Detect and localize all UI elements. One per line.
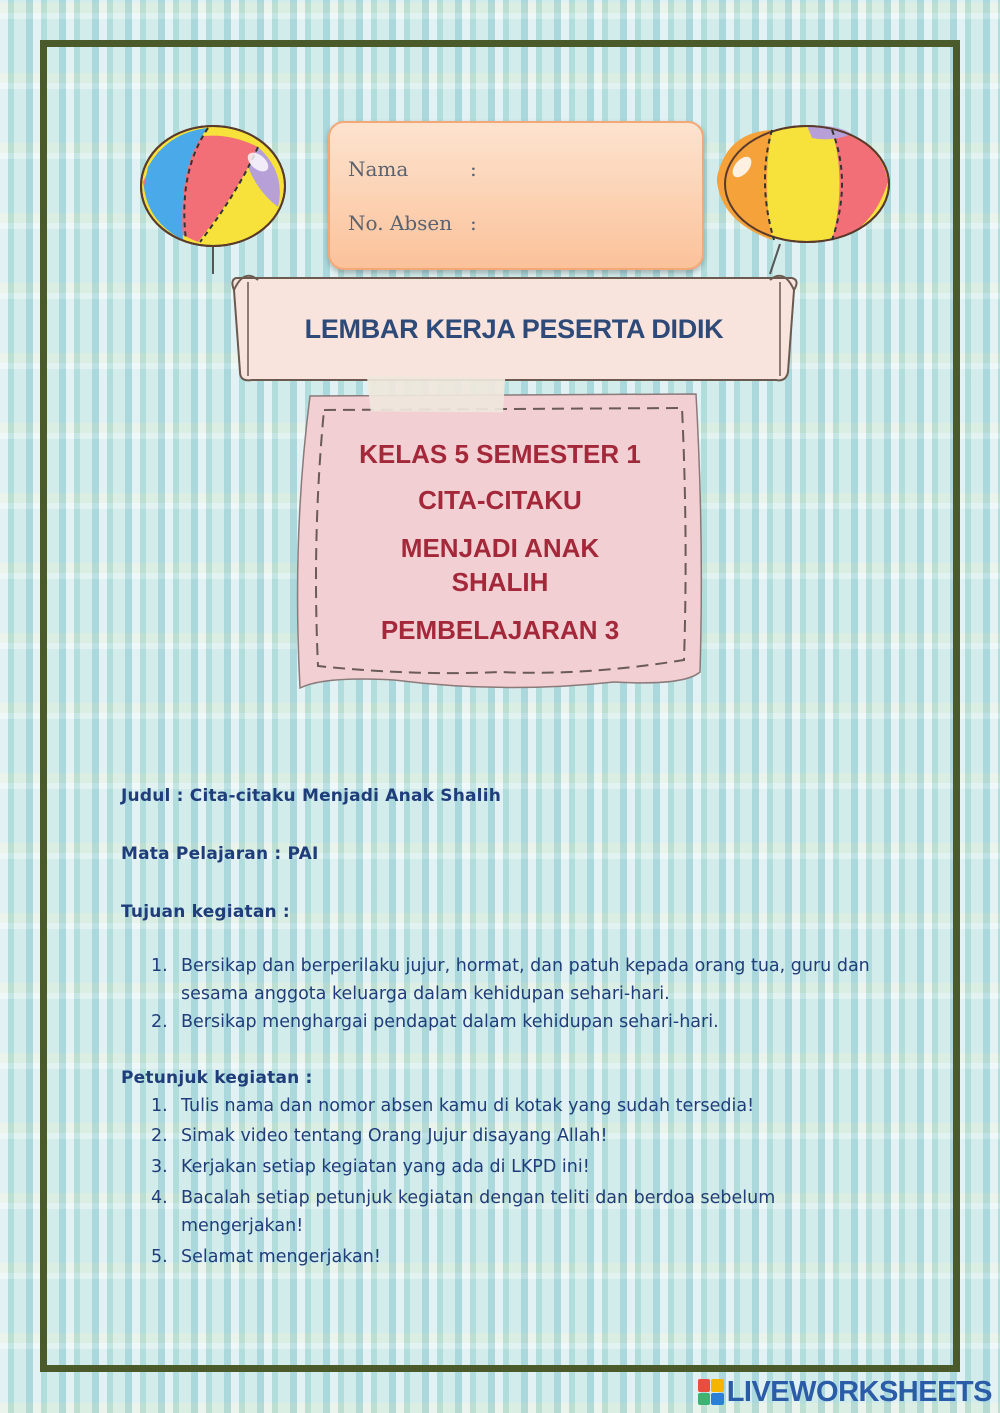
list-number: 3. xyxy=(151,1157,168,1177)
absen-colon: : xyxy=(470,211,477,235)
list-text: Selamat mengerjakan! xyxy=(181,1247,381,1267)
mapel-line: Mata Pelajaran : PAI xyxy=(121,844,319,864)
list-item xyxy=(121,1122,841,1150)
list-text: Bacalah setiap petunjuk kegiatan dengan teliti dan berdoa sebelum mengerjakan! xyxy=(181,1188,776,1236)
list-text: Kerjakan setiap kegiatan yang ada di LKPD ini! xyxy=(181,1157,590,1177)
watermark-text: LIVEWORKSHEETS xyxy=(726,1375,992,1408)
list-item xyxy=(121,1153,841,1181)
absen-label: No. Absen xyxy=(348,211,453,235)
list-number: 1. xyxy=(151,1096,168,1116)
petunjuk-list xyxy=(121,1092,841,1271)
pocket-line-theme: CITA-CITAKU xyxy=(418,485,582,515)
list-number: 2. xyxy=(151,1012,168,1032)
worksheet-title: LEMBAR KERJA PESERTA DIDIK xyxy=(304,314,724,344)
pocket-line-subtheme-2: SHALIH xyxy=(451,567,549,597)
list-number: 5. xyxy=(151,1247,168,1267)
name-absen-box xyxy=(328,121,704,270)
liveworksheets-watermark xyxy=(698,1375,992,1409)
list-number: 4. xyxy=(151,1188,168,1208)
list-number: 2. xyxy=(151,1126,168,1146)
liveworksheets-logo-icon xyxy=(698,1379,724,1405)
list-item xyxy=(121,1243,841,1271)
list-text: Bersikap menghargai pendapat dalam kehidupan sehari-hari. xyxy=(181,1012,719,1032)
list-item xyxy=(121,952,921,1008)
list-item xyxy=(121,1008,921,1036)
list-item xyxy=(121,1092,841,1120)
tujuan-list xyxy=(121,952,921,1036)
tujuan-heading: Tujuan kegiatan : xyxy=(121,902,290,922)
list-item xyxy=(121,1184,841,1240)
pocket-line-class: KELAS 5 SEMESTER 1 xyxy=(359,439,641,469)
balloon-left-icon xyxy=(138,122,288,282)
balloon-right-icon xyxy=(712,122,890,282)
name-colon: : xyxy=(470,157,477,181)
list-number: 1. xyxy=(151,956,168,976)
pocket-line-lesson: PEMBELAJARAN 3 xyxy=(380,615,620,645)
petunjuk-heading: Petunjuk kegiatan : xyxy=(121,1068,313,1088)
list-text: Tulis nama dan nomor absen kamu di kotak yang sudah tersedia! xyxy=(181,1096,755,1116)
list-text: Simak video tentang Orang Jujur disayang Allah! xyxy=(181,1126,608,1146)
judul-line: Judul : Cita-citaku Menjadi Anak Shalih xyxy=(121,786,502,806)
list-text: Bersikap dan berperilaku jujur, hormat, dan patuh kepada orang tua, guru dan sesama anggota keluarga dalam kehidupan sehari-hari. xyxy=(181,956,870,1004)
pocket-line-subtheme-1: MENJADI ANAK xyxy=(400,533,600,563)
name-label: Nama xyxy=(348,157,409,181)
